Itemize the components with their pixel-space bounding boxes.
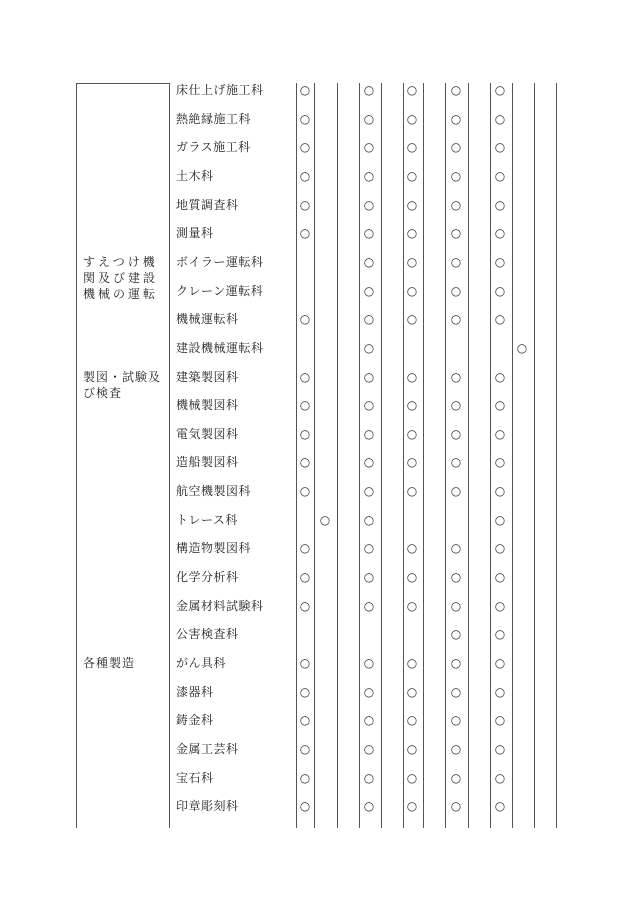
circle-mark: ○ — [450, 197, 462, 212]
course-name: クレーン運転科 — [176, 283, 264, 298]
course-name: 地質調査科 — [176, 197, 239, 212]
circle-mark: ○ — [299, 226, 311, 241]
table-row — [0, 424, 630, 444]
course-name: 化学分析科 — [176, 570, 239, 585]
circle-mark: ○ — [450, 226, 462, 241]
table-row — [0, 653, 630, 673]
circle-mark: ○ — [363, 197, 375, 212]
circle-mark: ○ — [494, 770, 506, 785]
circle-mark: ○ — [494, 484, 506, 499]
circle-mark: ○ — [406, 570, 418, 585]
circle-mark: ○ — [406, 168, 418, 183]
circle-mark: ○ — [494, 799, 506, 814]
group-label-machinery-operation: すえつけ機関及び建設機械の運転 — [83, 255, 159, 301]
table-row — [0, 796, 630, 816]
circle-mark: ○ — [406, 741, 418, 756]
circle-mark: ○ — [363, 770, 375, 785]
circle-mark: ○ — [450, 598, 462, 613]
table-row — [0, 682, 630, 702]
circle-mark: ○ — [450, 541, 462, 556]
circle-mark: ○ — [450, 484, 462, 499]
circle-mark: ○ — [299, 83, 311, 97]
circle-mark: ○ — [299, 369, 311, 384]
circle-mark: ○ — [450, 455, 462, 470]
circle-mark: ○ — [494, 111, 506, 126]
circle-mark: ○ — [299, 570, 311, 585]
course-name: がん具科 — [176, 656, 227, 670]
table-row — [0, 137, 630, 157]
circle-mark: ○ — [299, 455, 311, 470]
circle-mark: ○ — [363, 312, 375, 327]
circle-mark: ○ — [406, 283, 418, 298]
circle-mark: ○ — [363, 168, 375, 183]
circle-mark: ○ — [406, 312, 418, 327]
course-name: 金属工芸科 — [176, 741, 239, 756]
circle-mark: ○ — [363, 598, 375, 613]
circle-mark: ○ — [516, 340, 528, 355]
circle-mark: ○ — [406, 197, 418, 212]
course-name: 航空機製図科 — [176, 484, 252, 499]
table-row — [0, 109, 630, 129]
table-row — [0, 252, 630, 272]
circle-mark: ○ — [299, 197, 311, 212]
circle-mark: ○ — [406, 656, 418, 670]
circle-mark: ○ — [363, 369, 375, 384]
table-row — [0, 710, 630, 730]
circle-mark: ○ — [450, 570, 462, 585]
course-name: 公害検査科 — [176, 627, 239, 642]
circle-mark: ○ — [363, 398, 375, 413]
circle-mark: ○ — [450, 168, 462, 183]
circle-mark: ○ — [450, 713, 462, 728]
circle-mark: ○ — [299, 484, 311, 499]
circle-mark: ○ — [494, 398, 506, 413]
circle-mark: ○ — [406, 426, 418, 441]
circle-mark: ○ — [363, 713, 375, 728]
group-label-drafting-testing: 製図・試験及び検査 — [83, 370, 162, 400]
table-row — [0, 624, 630, 644]
circle-mark: ○ — [363, 426, 375, 441]
circle-mark: ○ — [299, 541, 311, 556]
circle-mark: ○ — [299, 770, 311, 785]
circle-mark: ○ — [494, 312, 506, 327]
course-name: ボイラー運転科 — [176, 254, 264, 269]
circle-mark: ○ — [450, 684, 462, 699]
circle-mark: ○ — [406, 541, 418, 556]
circle-mark: ○ — [494, 541, 506, 556]
circle-mark: ○ — [494, 627, 506, 642]
circle-mark: ○ — [363, 741, 375, 756]
circle-mark: ○ — [406, 455, 418, 470]
circle-mark: ○ — [363, 799, 375, 814]
course-name: 測量科 — [176, 226, 214, 241]
circle-mark: ○ — [406, 484, 418, 499]
group-label-manufacturing: 各種製造 — [83, 656, 136, 670]
table-row — [0, 510, 630, 530]
circle-mark: ○ — [450, 627, 462, 642]
circle-mark: ○ — [450, 369, 462, 384]
circle-mark: ○ — [363, 541, 375, 556]
circle-mark: ○ — [363, 656, 375, 670]
course-name: 建設機械運転科 — [176, 340, 264, 355]
course-name: 建築製図科 — [176, 369, 239, 384]
circle-mark: ○ — [450, 398, 462, 413]
course-name: 機械運転科 — [176, 312, 239, 327]
circle-mark: ○ — [299, 312, 311, 327]
circle-mark: ○ — [494, 197, 506, 212]
course-name: 電気製図科 — [176, 426, 239, 441]
circle-mark: ○ — [494, 168, 506, 183]
circle-mark: ○ — [494, 598, 506, 613]
circle-mark: ○ — [363, 140, 375, 155]
table-row — [0, 80, 630, 100]
circle-mark: ○ — [363, 455, 375, 470]
circle-mark: ○ — [363, 340, 375, 355]
circle-mark: ○ — [494, 570, 506, 585]
circle-mark: ○ — [494, 254, 506, 269]
circle-mark: ○ — [299, 111, 311, 126]
circle-mark: ○ — [363, 570, 375, 585]
circle-mark: ○ — [299, 168, 311, 183]
table-row — [0, 166, 630, 186]
circle-mark: ○ — [494, 426, 506, 441]
table-row — [0, 538, 630, 558]
circle-mark: ○ — [363, 254, 375, 269]
circle-mark: ○ — [450, 83, 462, 97]
circle-mark: ○ — [494, 455, 506, 470]
circle-mark: ○ — [406, 799, 418, 814]
course-name: ガラス施工科 — [176, 140, 251, 155]
table-row — [0, 195, 630, 215]
circle-mark: ○ — [450, 140, 462, 155]
course-name: 床仕上げ施工科 — [176, 83, 264, 97]
circle-mark: ○ — [363, 111, 375, 126]
circle-mark: ○ — [363, 484, 375, 499]
circle-mark: ○ — [494, 684, 506, 699]
table-row — [0, 281, 630, 301]
course-name: 鋳金科 — [176, 713, 214, 728]
circle-mark: ○ — [450, 254, 462, 269]
circle-mark: ○ — [450, 770, 462, 785]
circle-mark: ○ — [363, 684, 375, 699]
course-name: 造船製図科 — [176, 455, 239, 470]
table-row — [0, 739, 630, 759]
circle-mark: ○ — [406, 369, 418, 384]
table-row — [0, 768, 630, 788]
circle-mark: ○ — [363, 226, 375, 241]
circle-mark: ○ — [406, 398, 418, 413]
circle-mark: ○ — [406, 254, 418, 269]
circle-mark: ○ — [406, 140, 418, 155]
circle-mark: ○ — [450, 426, 462, 441]
circle-mark: ○ — [494, 140, 506, 155]
circle-mark: ○ — [450, 656, 462, 670]
circle-mark: ○ — [406, 598, 418, 613]
circle-mark: ○ — [363, 83, 375, 97]
course-name: 漆器科 — [176, 684, 214, 699]
circle-mark: ○ — [494, 369, 506, 384]
circle-mark: ○ — [494, 283, 506, 298]
circle-mark: ○ — [494, 656, 506, 670]
course-name: 印章彫刻科 — [176, 799, 239, 814]
course-name: 金属材料試験科 — [176, 598, 264, 613]
course-name: 土木科 — [176, 168, 214, 183]
table-row — [0, 367, 630, 387]
circle-mark: ○ — [363, 283, 375, 298]
circle-mark: ○ — [494, 741, 506, 756]
circle-mark: ○ — [299, 741, 311, 756]
circle-mark: ○ — [406, 713, 418, 728]
table-row — [0, 395, 630, 415]
circle-mark: ○ — [406, 226, 418, 241]
circle-mark: ○ — [494, 713, 506, 728]
circle-mark: ○ — [406, 111, 418, 126]
circle-mark: ○ — [299, 398, 311, 413]
circle-mark: ○ — [406, 770, 418, 785]
circle-mark: ○ — [494, 512, 506, 527]
circle-mark: ○ — [299, 799, 311, 814]
circle-mark: ○ — [363, 512, 375, 527]
circle-mark: ○ — [319, 512, 331, 527]
course-name: 構造物製図科 — [176, 541, 252, 556]
circle-mark: ○ — [494, 226, 506, 241]
circle-mark: ○ — [299, 140, 311, 155]
course-name: 宝石科 — [176, 770, 214, 785]
circle-mark: ○ — [299, 426, 311, 441]
course-name: 熱絶縁施工科 — [176, 111, 252, 126]
circle-mark: ○ — [494, 83, 506, 97]
circle-mark: ○ — [450, 111, 462, 126]
table-row — [0, 567, 630, 587]
circle-mark: ○ — [299, 598, 311, 613]
table-row — [0, 596, 630, 616]
table-row — [0, 223, 630, 243]
circle-mark: ○ — [450, 283, 462, 298]
circle-mark: ○ — [299, 656, 311, 670]
table-row — [0, 452, 630, 472]
circle-mark: ○ — [299, 713, 311, 728]
table-row — [0, 481, 630, 501]
table-row — [0, 338, 630, 358]
table-row — [0, 309, 630, 329]
circle-mark: ○ — [450, 312, 462, 327]
circle-mark: ○ — [406, 684, 418, 699]
course-name: 機械製図科 — [176, 398, 239, 413]
circle-mark: ○ — [299, 684, 311, 699]
circle-mark: ○ — [450, 741, 462, 756]
circle-mark: ○ — [406, 83, 418, 97]
course-name: トレース科 — [176, 512, 238, 527]
circle-mark: ○ — [450, 799, 462, 814]
